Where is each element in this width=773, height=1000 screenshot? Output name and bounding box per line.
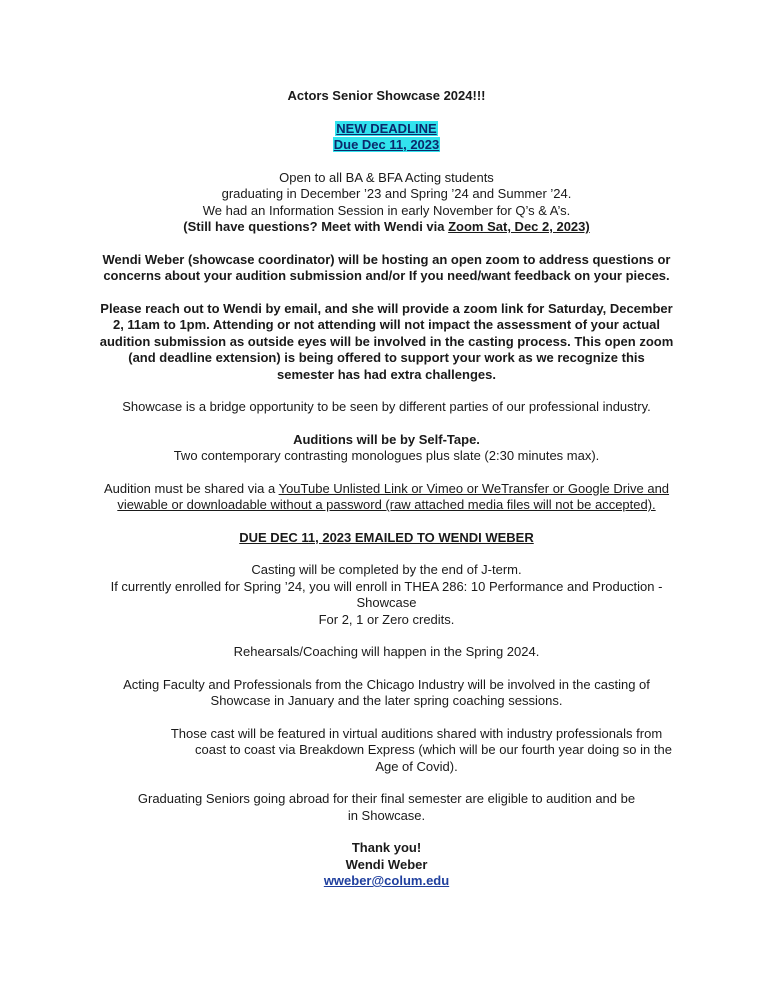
reach-out-line-5: semester has had extra challenges. [277, 366, 496, 382]
featured-line-2: coast to coast via Breakdown Express (which will be our fourth year doing so in the [195, 742, 672, 757]
casting-line-4: For 2, 1 or Zero credits. [318, 611, 455, 627]
featured-line-3: Age of Covid). [375, 758, 458, 774]
due-emailed-heading: DUE DEC 11, 2023 EMAILED TO WENDI WEBER [239, 529, 534, 545]
reach-out-line-1: Please reach out to Wendi by email, and she will provide a zoom link for Saturday, December [100, 300, 673, 316]
intro-line-3: We had an Information Session in early November for Q’s & A’s. [202, 202, 571, 218]
share-prefix: Audition must be shared via a [103, 480, 279, 496]
intro-line-2: graduating in December ’23 and Spring ’24 and Summer ’24. [221, 186, 572, 201]
bridge-text: Showcase is a bridge opportunity to be seen by different parties of our professional industry. [122, 399, 651, 414]
casting-line-2: If currently enrolled for Spring ’24, you will enroll in THEA 286: 10 Performance and Production - [110, 578, 663, 594]
reach-out-line-4: (and deadline extension) is being offered to support your work as we recognize this [128, 350, 645, 365]
faculty-line-2: Showcase in January and the later spring coaching sessions. [210, 693, 563, 708]
deadline-date: Due Dec 11, 2023 [333, 137, 440, 152]
reach-out-line-2: 2, 11am to 1pm. Attending or not attending will not impact the assessment of your actual [112, 317, 661, 332]
deadline-label: NEW DEADLINE [336, 120, 437, 136]
share-platforms-link[interactable]: YouTube Unlisted Link or Vimeo or WeTransfer or Google Drive and [278, 480, 670, 496]
faculty-line-1: Acting Faculty and Professionals from the Chicago Industry will be involved in the casting of [123, 676, 650, 692]
zoom-link[interactable]: Zoom Sat, Dec 2, 2023) [448, 219, 590, 234]
coordinator-line-2: concerns about your audition submission and/or If you need/want feedback on your pieces. [103, 268, 670, 283]
auditions-detail: Two contemporary contrasting monologues plus slate (2:30 minutes max). [173, 448, 600, 463]
auditions-heading: Auditions will be by Self-Tape. [293, 431, 480, 447]
reach-out-line-3: audition submission as outside eyes will be involved in the casting process. This open zoom [99, 333, 674, 349]
still-questions-line [60, 219, 713, 236]
deadline-date-line [60, 137, 713, 154]
signature-name: Wendi Weber [345, 856, 428, 872]
share-line-2: viewable or downloadable without a password (raw attached media files will not be accepted). [117, 497, 656, 512]
email-link[interactable]: wweber@colum.edu [323, 873, 450, 888]
intro-line-1: Open to all BA & BFA Acting students [279, 169, 494, 185]
email-line [60, 873, 713, 890]
share-line-1 [60, 481, 713, 498]
document-page [60, 88, 713, 890]
casting-line-1: Casting will be completed by the end of J-term. [251, 562, 522, 577]
still-questions-text: (Still have questions? Meet with Wendi via [183, 219, 449, 234]
coordinator-line-1: Wendi Weber (showcase coordinator) will be hosting an open zoom to address questions or [102, 251, 671, 267]
rehearsals-text: Rehearsals/Coaching will happen in the Spring 2024. [233, 644, 540, 659]
thanks-text: Thank you! [351, 840, 422, 855]
abroad-line-2: in Showcase. [347, 807, 426, 823]
featured-line-1: Those cast will be featured in virtual auditions shared with industry professionals from [170, 725, 663, 741]
abroad-line-1: Graduating Seniors going abroad for their final semester are eligible to audition and be [137, 791, 636, 806]
deadline-label-line [60, 121, 713, 138]
casting-line-3: Showcase [356, 595, 417, 610]
page-title: Actors Senior Showcase 2024!!! [287, 88, 486, 103]
